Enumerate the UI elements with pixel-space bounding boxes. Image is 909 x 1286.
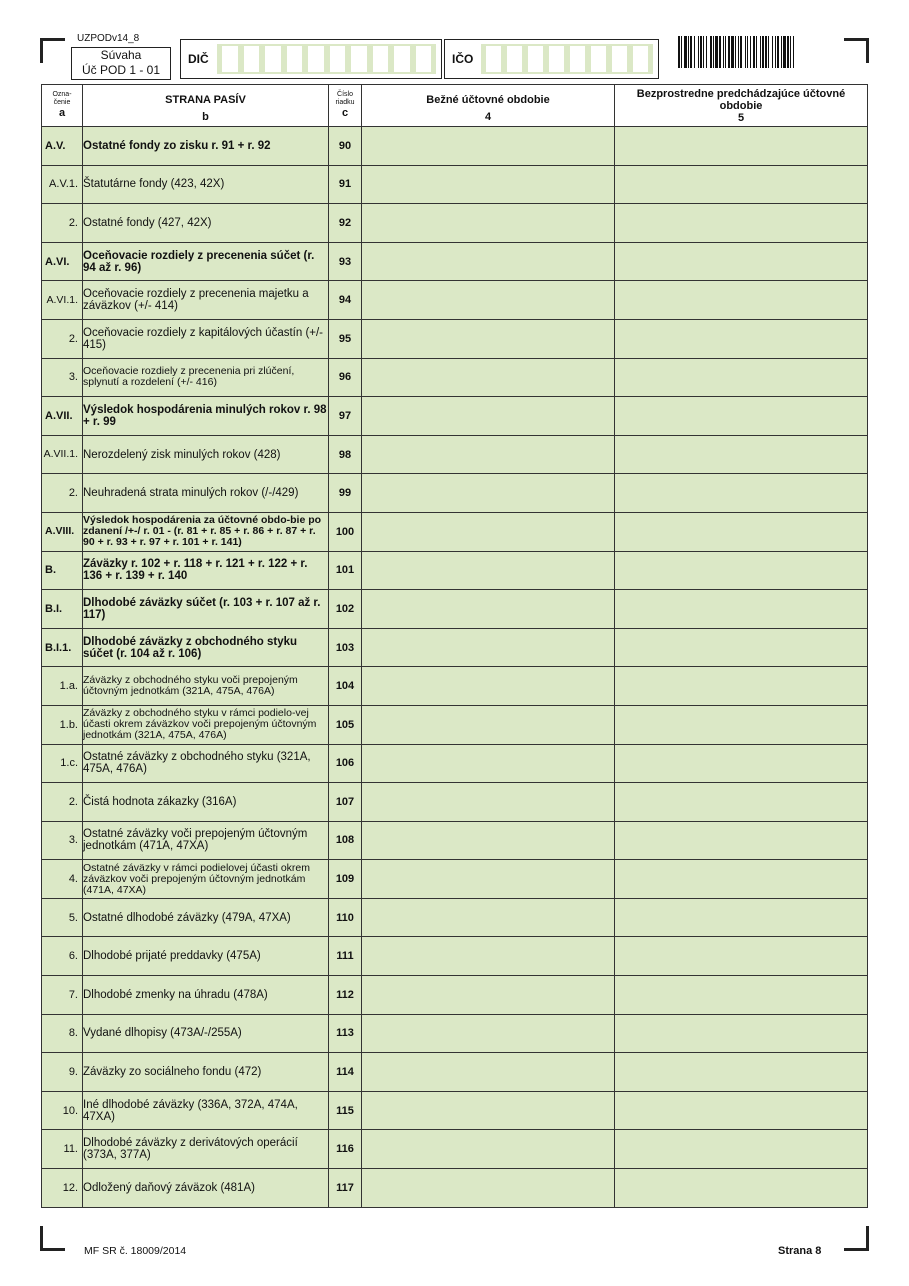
previous-period-input[interactable] <box>615 512 868 551</box>
current-period-input[interactable] <box>362 204 615 243</box>
row-description: Záväzky z obchodného styku v rámci podielo-vej účasti okrem záväzkov voči prepojeným účtovným jednotkám (321A, 475A, 476A) <box>83 705 329 744</box>
row-number: 109 <box>329 860 362 899</box>
row-number: 91 <box>329 165 362 204</box>
corner-mark-top-left <box>40 38 65 63</box>
current-period-input[interactable] <box>362 435 615 474</box>
row-code: B.I. <box>42 590 83 629</box>
table-row <box>42 435 868 474</box>
row-code: A.V.1. <box>42 165 83 204</box>
row-number: 105 <box>329 705 362 744</box>
row-code: 1.b. <box>42 705 83 744</box>
header-col-5: Bezprostredne predchádzajúce účtovné obdobie 5 <box>615 85 868 127</box>
previous-period-input[interactable] <box>615 204 868 243</box>
table-row <box>42 860 868 899</box>
previous-period-input[interactable] <box>615 860 868 899</box>
row-code: 12. <box>42 1169 83 1208</box>
row-description: Dlhodobé zmenky na úhradu (478A) <box>83 976 329 1015</box>
table-row <box>42 1169 868 1208</box>
previous-period-input[interactable] <box>615 937 868 976</box>
previous-period-input[interactable] <box>615 242 868 281</box>
table-row <box>42 319 868 358</box>
previous-period-input[interactable] <box>615 551 868 590</box>
previous-period-input[interactable] <box>615 397 868 436</box>
doc-title-line2: Úč POD 1 - 01 <box>81 63 161 77</box>
table-row <box>42 165 868 204</box>
row-number: 94 <box>329 281 362 320</box>
row-code: B. <box>42 551 83 590</box>
header-col-4: Bežné účtovné obdobie 4 <box>362 85 615 127</box>
row-code: 9. <box>42 1053 83 1092</box>
current-period-input[interactable] <box>362 474 615 513</box>
row-code: 10. <box>42 1091 83 1130</box>
row-description: Oceňovacie rozdiely z precenenia majetku a záväzkov (+/- 414) <box>83 281 329 320</box>
previous-period-input[interactable] <box>615 127 868 166</box>
row-description: Záväzky zo sociálneho fondu (472) <box>83 1053 329 1092</box>
table-row <box>42 358 868 397</box>
row-code: 3. <box>42 358 83 397</box>
row-code: A.V. <box>42 127 83 166</box>
row-code: 1.c. <box>42 744 83 783</box>
table-row <box>42 204 868 243</box>
current-period-input[interactable] <box>362 667 615 706</box>
row-description: Iné dlhodobé záväzky (336A, 372A, 474A, 47XA) <box>83 1091 329 1130</box>
corner-mark-bottom-right <box>844 1226 869 1251</box>
row-code: 11. <box>42 1130 83 1169</box>
current-period-input[interactable] <box>362 1053 615 1092</box>
previous-period-input[interactable] <box>615 783 868 822</box>
row-description: Ostatné záväzky voči prepojeným účtovným jednotkám (471A, 47XA) <box>83 821 329 860</box>
row-description: Ostatné záväzky v rámci podielovej účasti okrem záväzkov voči prepojeným účtovným jednotkám (471A, 47XA) <box>83 860 329 899</box>
previous-period-input[interactable] <box>615 1014 868 1053</box>
row-number: 112 <box>329 976 362 1015</box>
row-code: A.VII. <box>42 397 83 436</box>
footer-ministry: MF SR č. 18009/2014 <box>84 1245 187 1257</box>
ico-label: IČO <box>452 52 474 66</box>
row-description: Nerozdelený zisk minulých rokov (428) <box>83 435 329 474</box>
row-description: Oceňovacie rozdiely z precenenia súčet (r. 94 až r. 96) <box>83 242 329 281</box>
dic-input[interactable] <box>217 44 436 74</box>
table-row <box>42 512 868 551</box>
row-description: Čistá hodnota zákazky (316A) <box>83 783 329 822</box>
table-row <box>42 397 868 436</box>
row-description: Záväzky z obchodného styku voči prepojeným účtovným jednotkám (321A, 475A, 476A) <box>83 667 329 706</box>
row-number: 108 <box>329 821 362 860</box>
previous-period-input[interactable] <box>615 165 868 204</box>
current-period-input[interactable] <box>362 165 615 204</box>
current-period-input[interactable] <box>362 1014 615 1053</box>
row-number: 117 <box>329 1169 362 1208</box>
row-number: 107 <box>329 783 362 822</box>
row-code: A.VI.1. <box>42 281 83 320</box>
row-number: 97 <box>329 397 362 436</box>
header-col-a: Ozna- čenie a <box>42 85 83 127</box>
current-period-input[interactable] <box>362 1169 615 1208</box>
row-description: Odložený daňový záväzok (481A) <box>83 1169 329 1208</box>
header-col-b: STRANA PASÍV b <box>83 85 329 127</box>
previous-period-input[interactable] <box>615 474 868 513</box>
current-period-input[interactable] <box>362 242 615 281</box>
row-number: 92 <box>329 204 362 243</box>
table-row <box>42 1130 868 1169</box>
row-description: Dlhodobé záväzky z derivátových operácií (373A, 377A) <box>83 1130 329 1169</box>
row-code: A.VI. <box>42 242 83 281</box>
row-number: 113 <box>329 1014 362 1053</box>
row-description: Neuhradená strata minulých rokov (/-/429) <box>83 474 329 513</box>
dic-box <box>180 39 442 79</box>
row-number: 116 <box>329 1130 362 1169</box>
dic-label: DIČ <box>188 52 209 66</box>
row-code: 5. <box>42 898 83 937</box>
previous-period-input[interactable] <box>615 628 868 667</box>
footer-page: Strana 8 <box>778 1245 822 1257</box>
current-period-input[interactable] <box>362 358 615 397</box>
row-number: 115 <box>329 1091 362 1130</box>
current-period-input[interactable] <box>362 783 615 822</box>
row-number: 100 <box>329 512 362 551</box>
table-row <box>42 551 868 590</box>
current-period-input[interactable] <box>362 628 615 667</box>
liabilities-table <box>41 84 868 1208</box>
row-code: A.VII.1. <box>42 435 83 474</box>
current-period-input[interactable] <box>362 127 615 166</box>
row-number: 106 <box>329 744 362 783</box>
row-description: Dlhodobé prijaté preddavky (475A) <box>83 937 329 976</box>
current-period-input[interactable] <box>362 319 615 358</box>
row-description: Ostatné dlhodobé záväzky (479A, 47XA) <box>83 898 329 937</box>
row-description: Záväzky r. 102 + r. 118 + r. 121 + r. 122 + r. 136 + r. 139 + r. 140 <box>83 551 329 590</box>
table-row <box>42 937 868 976</box>
current-period-input[interactable] <box>362 744 615 783</box>
current-period-input[interactable] <box>362 860 615 899</box>
row-number: 96 <box>329 358 362 397</box>
table-row <box>42 628 868 667</box>
current-period-input[interactable] <box>362 512 615 551</box>
current-period-input[interactable] <box>362 281 615 320</box>
barcode <box>678 36 832 68</box>
previous-period-input[interactable] <box>615 1053 868 1092</box>
row-description: Ostatné fondy zo zisku r. 91 + r. 92 <box>83 127 329 166</box>
row-description: Štatutárne fondy (423, 42X) <box>83 165 329 204</box>
table-row <box>42 744 868 783</box>
previous-period-input[interactable] <box>615 705 868 744</box>
row-number: 110 <box>329 898 362 937</box>
table-row <box>42 474 868 513</box>
row-code: B.I.1. <box>42 628 83 667</box>
row-number: 90 <box>329 127 362 166</box>
row-number: 93 <box>329 242 362 281</box>
corner-mark-bottom-left <box>40 1226 65 1251</box>
row-code: 2. <box>42 783 83 822</box>
row-number: 99 <box>329 474 362 513</box>
previous-period-input[interactable] <box>615 1091 868 1130</box>
current-period-input[interactable] <box>362 397 615 436</box>
previous-period-input[interactable] <box>615 821 868 860</box>
corner-mark-top-right <box>844 38 869 63</box>
previous-period-input[interactable] <box>615 976 868 1015</box>
current-period-input[interactable] <box>362 590 615 629</box>
document-type-box <box>71 47 171 80</box>
previous-period-input[interactable] <box>615 590 868 629</box>
row-number: 102 <box>329 590 362 629</box>
previous-period-input[interactable] <box>615 898 868 937</box>
row-description: Dlhodobé záväzky z obchodného styku súčet (r. 104 až r. 106) <box>83 628 329 667</box>
row-code: A.VIII. <box>42 512 83 551</box>
row-code: 4. <box>42 860 83 899</box>
current-period-input[interactable] <box>362 705 615 744</box>
row-code: 6. <box>42 937 83 976</box>
doc-title-line1: Súvaha <box>100 48 142 62</box>
previous-period-input[interactable] <box>615 667 868 706</box>
row-code: 2. <box>42 474 83 513</box>
row-code: 2. <box>42 204 83 243</box>
form-code: UZPODv14_8 <box>77 33 140 44</box>
table-row <box>42 976 868 1015</box>
ico-box <box>444 39 659 79</box>
table-row <box>42 590 868 629</box>
row-description: Vydané dlhopisy (473A/-/255A) <box>83 1014 329 1053</box>
table-row <box>42 705 868 744</box>
row-number: 104 <box>329 667 362 706</box>
table-row <box>42 783 868 822</box>
table-row <box>42 281 868 320</box>
row-code: 2. <box>42 319 83 358</box>
table-row <box>42 1091 868 1130</box>
row-description: Oceňovacie rozdiely z precenenia pri zlúčení, splynutí a rozdelení (+/- 416) <box>83 358 329 397</box>
table-row <box>42 821 868 860</box>
header-col-c: Číslo riadku c <box>329 85 362 127</box>
current-period-input[interactable] <box>362 1130 615 1169</box>
row-number: 103 <box>329 628 362 667</box>
table-row <box>42 242 868 281</box>
row-description: Výsledok hospodárenia minulých rokov r. 98 + r. 99 <box>83 397 329 436</box>
row-number: 98 <box>329 435 362 474</box>
current-period-input[interactable] <box>362 1091 615 1130</box>
row-code: 7. <box>42 976 83 1015</box>
row-description: Dlhodobé záväzky súčet (r. 103 + r. 107 až r. 117) <box>83 590 329 629</box>
current-period-input[interactable] <box>362 551 615 590</box>
row-number: 111 <box>329 937 362 976</box>
previous-period-input[interactable] <box>615 319 868 358</box>
previous-period-input[interactable] <box>615 281 868 320</box>
row-number: 114 <box>329 1053 362 1092</box>
previous-period-input[interactable] <box>615 744 868 783</box>
row-description: Oceňovacie rozdiely z kapitálových účastín (+/- 415) <box>83 319 329 358</box>
row-number: 101 <box>329 551 362 590</box>
table-row <box>42 1014 868 1053</box>
current-period-input[interactable] <box>362 898 615 937</box>
row-code: 8. <box>42 1014 83 1053</box>
previous-period-input[interactable] <box>615 435 868 474</box>
current-period-input[interactable] <box>362 937 615 976</box>
previous-period-input[interactable] <box>615 1169 868 1208</box>
row-code: 1.a. <box>42 667 83 706</box>
row-description: Ostatné fondy (427, 42X) <box>83 204 329 243</box>
table-row <box>42 1053 868 1092</box>
row-number: 95 <box>329 319 362 358</box>
current-period-input[interactable] <box>362 821 615 860</box>
row-description: Výsledok hospodárenia za účtovné obdo-bie po zdanení /+-/ r. 01 - (r. 81 + r. 85 + r. 86 + r. 87 + r. 90 + r. 93 + r. 97 + r. 101 + r. 141) <box>83 512 329 551</box>
row-code: 3. <box>42 821 83 860</box>
current-period-input[interactable] <box>362 976 615 1015</box>
table-row <box>42 898 868 937</box>
previous-period-input[interactable] <box>615 1130 868 1169</box>
table-row <box>42 127 868 166</box>
row-description: Ostatné záväzky z obchodného styku (321A, 475A, 476A) <box>83 744 329 783</box>
table-row <box>42 667 868 706</box>
previous-period-input[interactable] <box>615 358 868 397</box>
ico-input[interactable] <box>481 44 653 74</box>
